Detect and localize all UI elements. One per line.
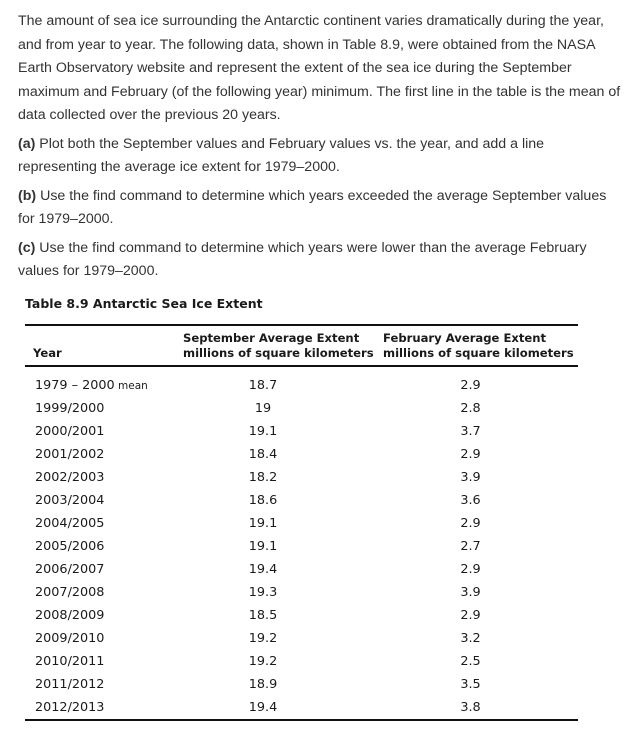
table-row — [25, 489, 578, 512]
cell-year: 2005/2006 — [35, 539, 105, 554]
cell-september: 18.2 — [248, 470, 278, 485]
header-year: Year — [25, 325, 183, 366]
cell-february: 2.9 — [460, 516, 481, 531]
task-c-label: (c) — [18, 239, 36, 256]
cell-september: 18.9 — [248, 677, 278, 692]
mean-suffix: mean — [114, 380, 148, 392]
header-february-line2: millions of square kilometers — [383, 346, 574, 360]
task-c-text: Use the find command to determine which years were lower than the average February values for 1979–2000. — [18, 239, 587, 279]
cell-september: 19 — [254, 401, 272, 416]
cell-february: 2.8 — [460, 401, 481, 416]
table-row — [25, 466, 578, 489]
header-september — [183, 325, 383, 366]
cell-september: 19.1 — [248, 539, 278, 554]
cell-year: 2010/2011 — [35, 654, 105, 669]
task-a-label: (a) — [18, 135, 36, 152]
cell-february: 2.9 — [460, 378, 481, 393]
cell-february: 3.9 — [460, 585, 481, 600]
cell-year: 2004/2005 — [35, 516, 105, 531]
table-row — [25, 558, 578, 581]
cell-year — [25, 366, 183, 397]
table-row — [25, 420, 578, 443]
table-row — [25, 512, 578, 535]
table-row — [25, 581, 578, 604]
cell-february: 2.9 — [460, 608, 481, 623]
header-february — [383, 325, 578, 366]
cell-september: 19.1 — [248, 424, 278, 439]
task-b-text: Use the find command to determine which years exceeded the average September values for 1979–2000. — [18, 187, 607, 227]
cell-year: 2011/2012 — [35, 677, 105, 692]
cell-year: 2001/2002 — [35, 447, 105, 462]
table-title: Table 8.9 Antarctic Sea Ice Extent — [25, 296, 263, 311]
cell-september: 18.6 — [248, 493, 278, 508]
table-row — [25, 443, 578, 466]
cell-september: 18.4 — [248, 447, 278, 462]
cell-year: 2006/2007 — [35, 562, 105, 577]
cell-year: 2012/2013 — [25, 696, 183, 720]
cell-september: 19.2 — [248, 631, 278, 646]
table-row — [25, 673, 578, 696]
header-september-line1: September Average Extent — [183, 331, 360, 345]
task-b — [18, 185, 623, 232]
cell-year: 2003/2004 — [35, 493, 105, 508]
table-row — [25, 397, 578, 420]
table-row — [25, 627, 578, 650]
cell-february: 2.7 — [460, 539, 481, 554]
cell-september: 19.2 — [248, 654, 278, 669]
cell-september: 18.5 — [248, 608, 278, 623]
problem-text — [18, 10, 623, 289]
cell-year: 2008/2009 — [35, 608, 105, 623]
cell-september: 19.3 — [248, 585, 278, 600]
mean-year-range: 1979 – 2000 — [35, 378, 115, 393]
sea-ice-table — [25, 324, 578, 721]
cell-september: 19.4 — [248, 562, 278, 577]
cell-september: 19.1 — [248, 516, 278, 531]
table-row — [25, 650, 578, 673]
cell-february: 3.5 — [460, 677, 481, 692]
table-row — [25, 535, 578, 558]
table-header-row — [25, 325, 578, 366]
cell-february: 2.5 — [460, 654, 481, 669]
cell-february: 3.7 — [460, 424, 481, 439]
cell-year: 2002/2003 — [35, 470, 105, 485]
cell-february: 2.9 — [460, 447, 481, 462]
task-b-label: (b) — [18, 187, 37, 204]
cell-year: 2007/2008 — [35, 585, 105, 600]
task-a-text: Plot both the September values and February values vs. the year, and add a line representing the average ice extent for 1979–2000. — [18, 135, 545, 175]
cell-year: 2009/2010 — [35, 631, 105, 646]
cell-september: 18.7 — [248, 378, 278, 393]
cell-february: 2.9 — [460, 562, 481, 577]
header-september-line2: millions of square kilometers — [183, 346, 374, 360]
intro-paragraph: The amount of sea ice surrounding the Antarctic continent varies dramatically during the year, and from year to year. The following data, shown in Table 8.9, were obtained from the NASA Earth Observatory website and represent the extent of the sea ice during the September maximum and February (of the following year) minimum. The first line in the table is the mean of data collected over the previous 20 years. — [18, 13, 621, 123]
task-c — [18, 237, 623, 284]
task-a — [18, 133, 623, 180]
cell-september: 19.4 — [183, 696, 383, 720]
cell-february: 3.2 — [460, 631, 481, 646]
cell-february: 3.9 — [460, 470, 481, 485]
table-row — [25, 696, 578, 720]
cell-february: 3.6 — [460, 493, 481, 508]
header-february-line1: February Average Extent — [383, 331, 547, 345]
cell-year: 2000/2001 — [35, 424, 105, 439]
cell-february: 3.8 — [383, 696, 578, 720]
table-row — [25, 604, 578, 627]
table-row-mean — [25, 366, 578, 397]
cell-year: 1999/2000 — [35, 401, 105, 416]
